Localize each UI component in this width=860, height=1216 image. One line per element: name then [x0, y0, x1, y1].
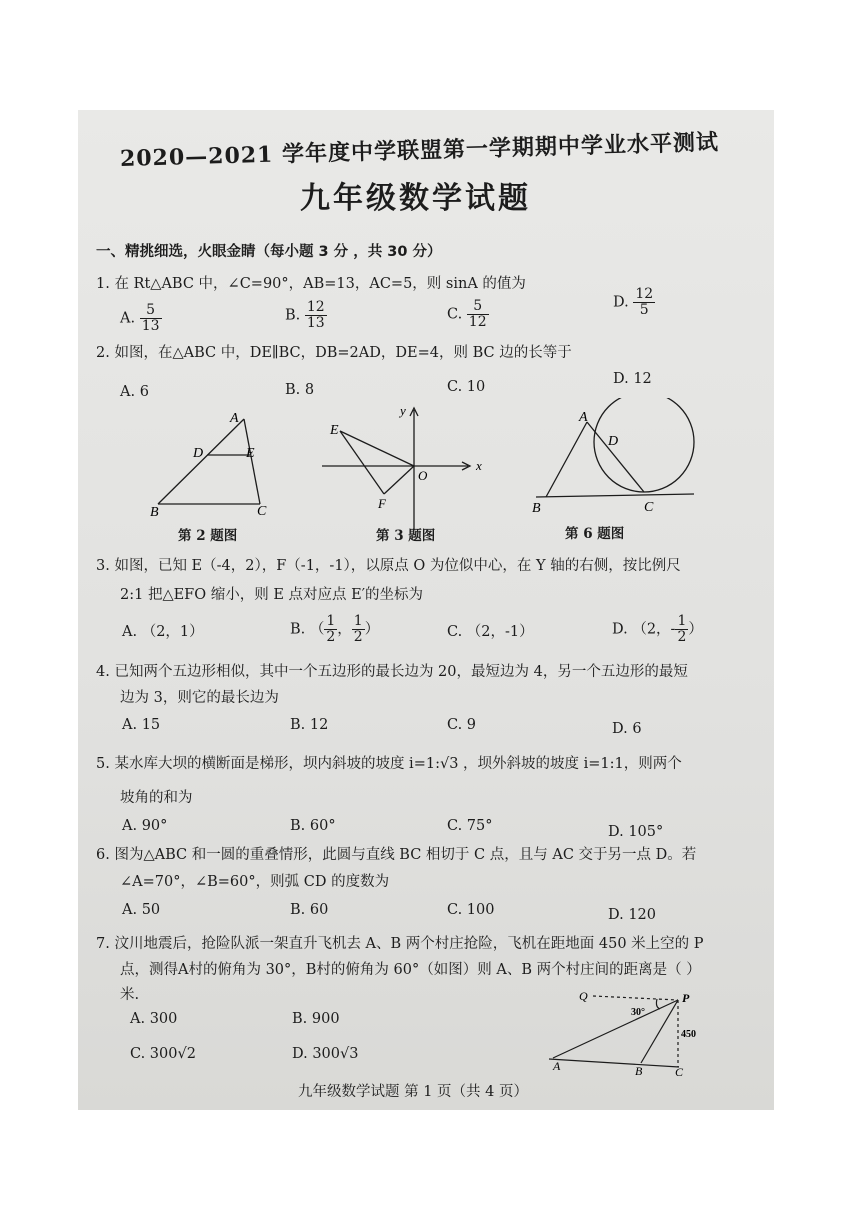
q5-option-b: B. 60°	[290, 818, 336, 834]
question-4-stem-line1: 4. 已知两个五边形相似，其中一个五边形的最长边为 20，最短边为 4，另一个五边形的最短	[96, 664, 688, 680]
q1-b-fraction: $\frac{12}{13}$	[306, 299, 325, 331]
fig3-label-e: E	[330, 423, 339, 438]
fig2-label-b: B	[150, 505, 159, 520]
fig7-height-label: 450	[681, 1029, 696, 1040]
q1-option-c: C. $\frac{5}{12}$	[447, 298, 487, 330]
q4-option-a: A. 15	[122, 717, 161, 733]
q1-c-fraction: $\frac{5}{12}$	[468, 298, 487, 330]
question-7-stem-line3: 米.	[120, 987, 140, 1003]
q1-d-fraction: $\frac{12}{5}$	[635, 286, 654, 318]
q6-option-d: D. 120	[608, 907, 657, 923]
fig6-label-a: A	[579, 410, 588, 425]
question-2-stem: 2. 如图，在△ABC 中，DE∥BC，DB=2AD，DE=4，则 BC 边的长等于	[96, 345, 572, 361]
q3-option-a: A. （2，1）	[122, 624, 204, 640]
q2-option-d: D. 12	[613, 371, 652, 387]
q3-d-fraction: $\frac{1}{2}$	[677, 613, 687, 645]
q1-option-d: D. $\frac{12}{5}$	[613, 286, 654, 318]
q7-option-a: A. 300	[130, 1011, 178, 1027]
q4-option-b: B. 12	[290, 717, 329, 733]
q3-b-fraction-2: $\frac{1}{2}$	[353, 613, 363, 645]
fig7-label-c: C	[675, 1065, 684, 1079]
fig7-angle-label: 30°	[631, 1007, 645, 1018]
q7-option-c: C. 300√2	[130, 1046, 196, 1062]
fig6-label-c: C	[644, 500, 654, 515]
q7-option-d: D. 300√3	[292, 1046, 359, 1062]
figures-row	[88, 398, 774, 548]
fig7-label-a: A	[553, 1059, 561, 1073]
fig7-label-q: Q	[579, 989, 588, 1003]
q3-option-d: D. （2，- $\frac{1}{2}$ ）	[612, 613, 703, 645]
q1-option-b: B. $\frac{12}{13}$	[285, 299, 325, 331]
page-footer: 九年级数学试题 第 1 页（共 4 页）	[298, 1084, 528, 1100]
q2-option-b: B. 8	[285, 382, 315, 398]
q4-option-c: C. 9	[447, 717, 477, 733]
exam-title: 九年级数学试题	[300, 181, 531, 216]
figure-3-caption: 第 3 题图	[376, 528, 436, 544]
exam-header-line: 2020—2021 学年度中学联盟第一学期期中学业水平测试	[119, 129, 720, 172]
question-7-stem-line1: 7. 汶川地震后，抢险队派一架直升飞机去 A、B 两个村庄抢险，飞机在距地面 450 米上空的 P	[96, 936, 704, 952]
fig3-label-f: F	[378, 496, 386, 511]
q6-option-b: B. 60	[290, 902, 329, 918]
q6-option-a: A. 50	[122, 902, 161, 918]
fig7-label-b: B	[635, 1064, 643, 1078]
question-5-stem-line2: 坡角的和为	[120, 790, 193, 806]
figure-6-caption: 第 6 题图	[565, 526, 625, 542]
section-heading: 一、精挑细选，火眼金睛（每小题 3 分 ，共 30 分）	[96, 244, 442, 260]
figure-7-angle-diagram	[545, 985, 705, 1080]
question-3-stem-line2: 2:1 把△EFO 缩小，则 E 点对应点 E′的坐标为	[120, 587, 424, 603]
question-7-stem-line2: 点，测得A村的俯角为 30°，B村的俯角为 60°（如图）则 A、B 两个村庄间的距离是（ ）	[120, 962, 701, 978]
q5-option-c: C. 75°	[447, 818, 493, 834]
q5-option-d: D. 105°	[608, 824, 664, 840]
q5-option-a: A. 90°	[122, 818, 168, 834]
figure-3-coordinate	[322, 408, 470, 530]
fig2-label-a: A	[230, 411, 239, 426]
fig7-label-p: P	[682, 991, 690, 1005]
q6-option-c: C. 100	[447, 902, 495, 918]
fig3-label-x: x	[476, 458, 482, 473]
fig6-label-d: D	[608, 434, 619, 449]
q2-option-c: C. 10	[447, 379, 486, 395]
fig2-label-d: D	[193, 446, 204, 461]
figure-2-caption: 第 2 题图	[178, 528, 238, 544]
question-1-stem: 1. 在 Rt△ABC 中，∠C=90°，AB=13，AC=5，则 sinA 的值为	[96, 276, 526, 292]
fig2-label-e: E	[246, 446, 255, 461]
q1-a-fraction: $\frac{5}{13}$	[141, 302, 160, 334]
q1-option-a: A. $\frac{5}{13}$	[120, 302, 160, 334]
fig3-label-o: O	[418, 468, 428, 483]
q3-option-b: B. （ $\frac{1}{2}$ ， $\frac{1}{2}$ ）	[290, 613, 380, 645]
fig3-label-y: y	[400, 403, 406, 418]
q3-b-fraction-1: $\frac{1}{2}$	[326, 613, 336, 645]
question-5-stem-line1: 5. 某水库大坝的横断面是梯形，坝内斜坡的坡度 i=1:√3 ，坝外斜坡的坡度 i=1:1，则两个	[96, 756, 682, 772]
fig6-label-b: B	[532, 501, 541, 516]
figure-2-triangle	[158, 419, 260, 504]
question-6-stem-line1: 6. 图为△ABC 和一圆的重叠情形，此圆与直线 BC 相切于 C 点，且与 AC 交于另一点 D。若	[96, 847, 697, 863]
question-4-stem-line2: 边为 3，则它的最长边为	[120, 690, 279, 706]
question-3-stem-line1: 3. 如图，已知 E（-4，2），F（-1，-1），以原点 O 为位似中心，在 Y 轴的右侧，按比例尺	[96, 558, 681, 574]
q2-option-a: A. 6	[120, 384, 149, 400]
fig2-label-c: C	[257, 504, 267, 519]
question-6-stem-line2: ∠A=70°，∠B=60°，则弧 CD 的度数为	[120, 874, 390, 890]
q7-option-b: B. 900	[292, 1011, 340, 1027]
q4-option-d: D. 6	[612, 721, 642, 737]
q3-option-c: C. （2，-1）	[447, 624, 534, 640]
